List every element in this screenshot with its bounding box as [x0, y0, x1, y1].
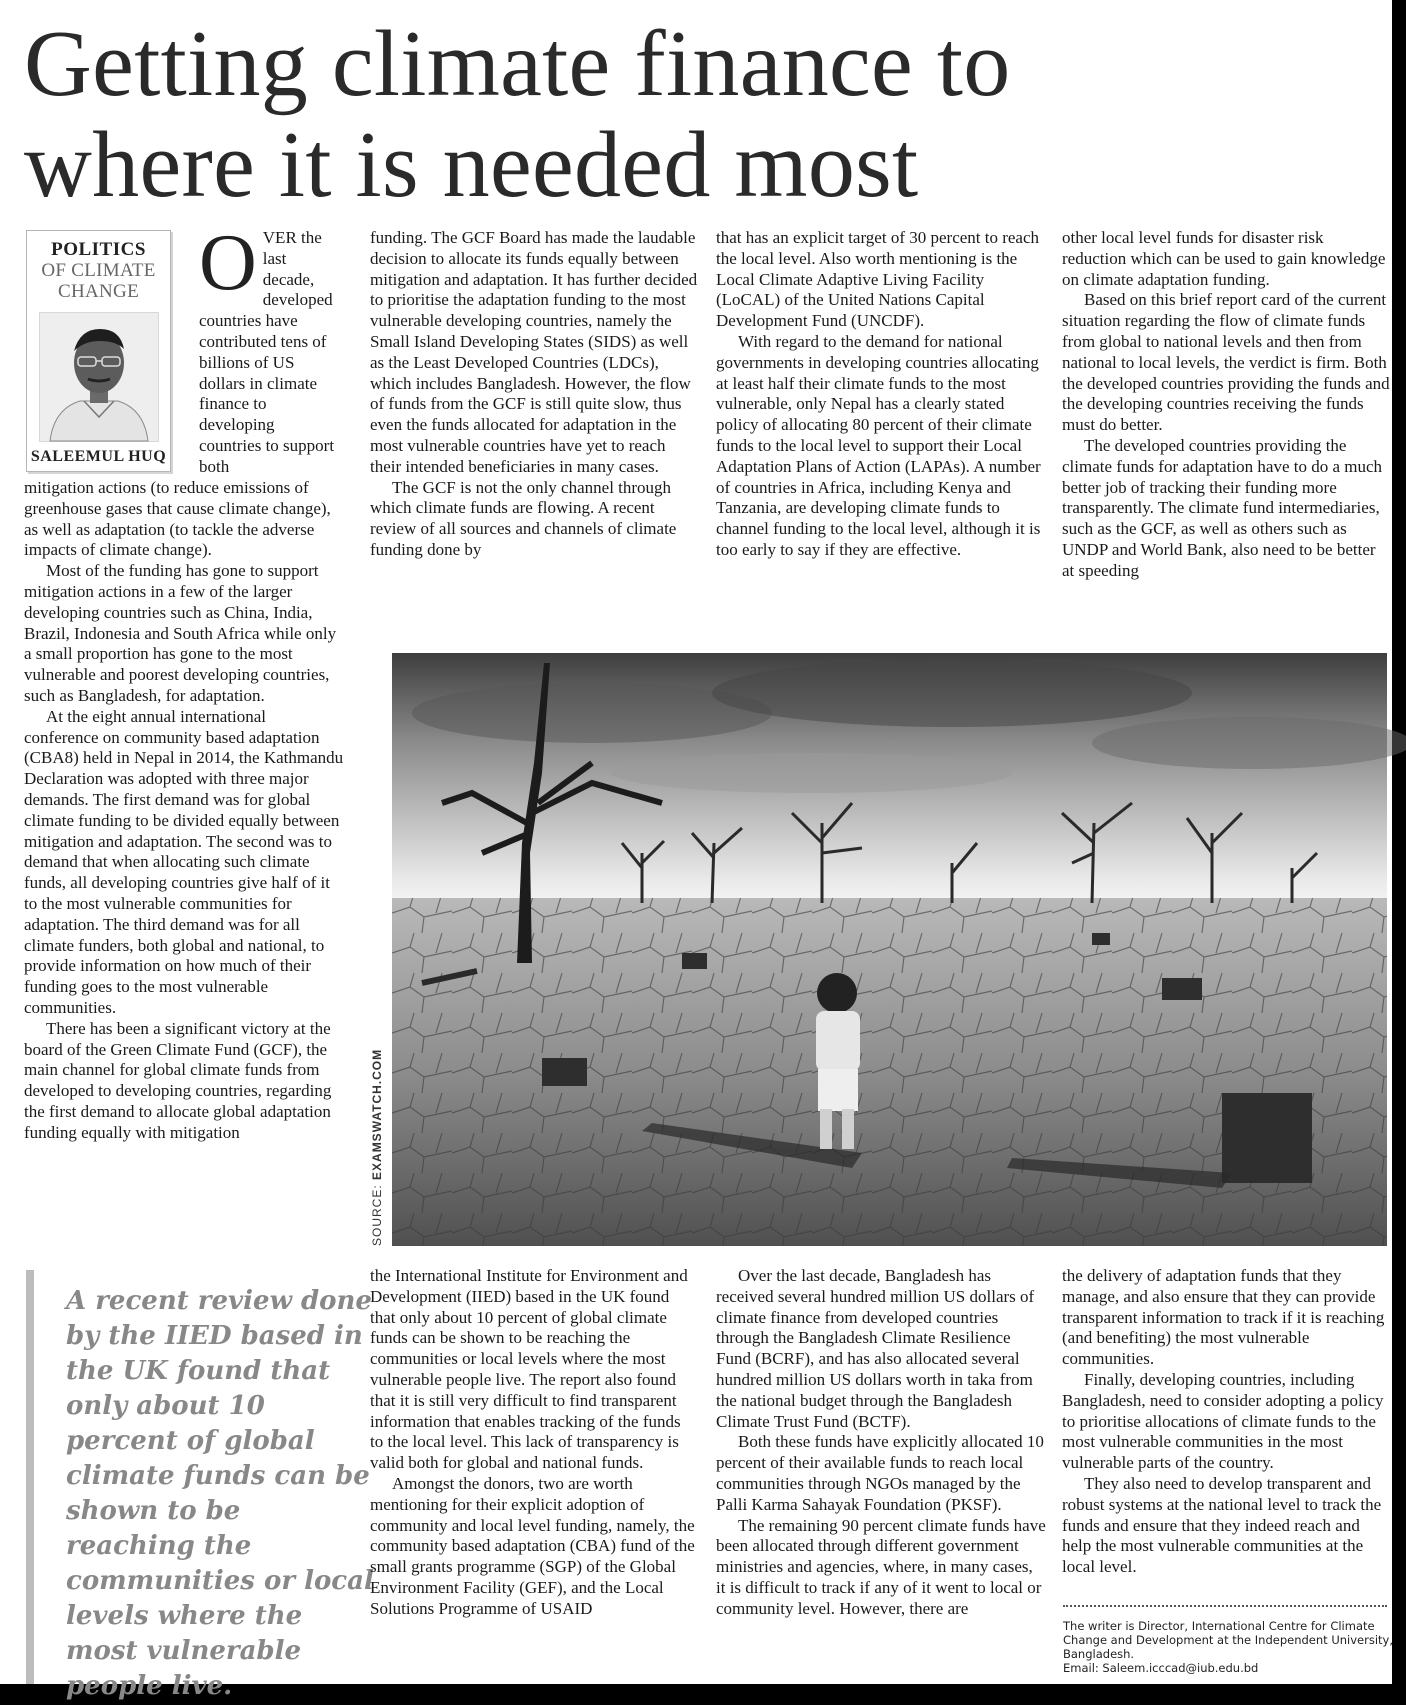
paragraph: The GCF is not the only channel through which climate funds are flowing. A recent review of all sources and channels of climate funding done by	[370, 477, 677, 559]
paragraph: funding. The GCF Board has made the laudable decision to allocate its funds equally between mitigation and adaptation. It has further decided to prioritise the adaptation funding to the most vulnerable developing countries, namely the Small Island Developing States (SIDS) as well as the Least Developed Countries (LDCs), which includes Bangladesh. However, the flow of funds from the GCF is still quite slow, thus even the funds allocated for adaptation in the most vulnerable countries have yet to reach their intended beneficiaries in many cases.	[370, 228, 698, 476]
paragraph: mitigation actions (to reduce emissions of greenhouse gases that cause climate change), as well as adaptation (to tackle the adverse impacts of climate change).	[24, 478, 331, 560]
author-photo	[39, 312, 159, 442]
author-name: SALEEMUL HUQ	[30, 448, 167, 465]
column-4-top	[1062, 228, 1390, 624]
column-2-bottom	[370, 1266, 698, 1684]
paragraph: They also need to develop transparent and robust systems at the national level to track the funds and ensure that they indeed reach and help the most vulnerable communities at the local level.	[1062, 1473, 1382, 1577]
photo-source-credit	[370, 1049, 384, 1246]
drought-photo	[392, 653, 1387, 1246]
author-note	[1063, 1619, 1393, 1675]
drought-landscape-icon	[392, 653, 1387, 1246]
column-label	[27, 239, 170, 302]
source-prefix: SOURCE:	[370, 1179, 384, 1246]
paragraph: The remaining 90 percent climate funds have been allocated through different government ministries and agencies, where, in many cases, it is difficult to track if any of it went to local or community level. However, there are	[716, 1515, 1046, 1618]
column-2-top	[370, 228, 698, 624]
headline-line-2: where it is needed most	[24, 113, 919, 217]
column-label-line-3: CHANGE	[58, 281, 139, 302]
byline-box	[26, 230, 171, 472]
headline-line-1: Getting climate finance to	[24, 12, 1011, 116]
paragraph: At the eight annual international conference on community based adaptation (CBA8) held in Nepal in 2014, the Kathmandu Declaration was adopted with three major demands. The first demand was for global climate funding to be divided equally between mitigation and adaptation. The second was to demand that when allocating such climate funds, all developing countries give half of it to the most vulnerable communities for adaptation. The third demand was for all climate funders, both global and national, to provide information on how much of their funding goes to the most vulnerable communities.	[24, 706, 344, 1017]
paragraph: Amongst the donors, two are worth mentioning for their explicit adoption of community and local level funding, namely, the community based adaptation (CBA) fund of the small grants programme (SGP) of the Global Environment Facility (GEF), and the Local Solutions Programme of USAID	[370, 1473, 695, 1618]
column-label-line-1: POLITICS	[51, 239, 146, 260]
paragraph: Both these funds have explicitly allocated 10 percent of their available funds to reach local communities through NGOs managed by the Palli Karma Sahayak Foundation (PKSF).	[716, 1432, 1044, 1514]
author-portrait-icon	[40, 313, 158, 441]
source-name: EXAMSWATCH.COM	[370, 1048, 384, 1180]
paragraph: Over the last decade, Bangladesh has received several hundred million US dollars of climate finance from developed countries through the Bangladesh Climate Resilience Fund (BCRF), and has also allocated several hundred million US dollars worth in taka from the national budget through the Bangladesh Climate Trust Fund (BCTF).	[716, 1266, 1035, 1431]
paragraph: Based on this brief report card of the current situation regarding the flow of climate funds from global to national levels and then from national to local levels, the verdict is firm. Both the developed countries providing the funds and the developing countries receiving the funds must do better.	[1062, 290, 1390, 435]
paragraph: Finally, developing countries, including Bangladesh, need to consider adopting a policy to prioritise allocations of climate funds to the most vulnerable communities in the most vulnerable parts of the country.	[1062, 1369, 1384, 1473]
column-label-line-2: OF CLIMATE	[41, 260, 156, 281]
headline	[24, 14, 1324, 216]
column-1	[24, 478, 344, 1248]
article-lead	[199, 219, 339, 478]
paragraph: the delivery of adaptation funds that they manage, and also ensure that they can provide transparent information to track if it is reaching (and benefiting) the most vulnerable communities.	[1062, 1266, 1385, 1369]
paragraph: that has an explicit target of 30 percent to reach the local level. Also worth mentioning is the Local Climate Adaptive Living Facility (LoCAL) of the United Nations Capital Development Fund (UNCDF).	[716, 228, 1040, 331]
column-3-bottom	[716, 1266, 1046, 1684]
author-note-email: Email: Saleem.icccad@iub.edu.bd	[1063, 1661, 1259, 1675]
paragraph: The developed countries providing the climate funds for adaptation have to do a much better job of tracking their funding more transparently. The climate fund intermediaries, such as the GCF, as well as others such as UNDP and World Bank, also need to be better at speeding	[1062, 435, 1383, 580]
paragraph: Most of the funding has gone to support mitigation actions in a few of the larger developing countries such as China, India, Brazil, Indonesia and South Africa while only a small proportion has gone to the most vulnerable and poorest developing countries, such as Bangladesh, for adaptation.	[24, 561, 337, 705]
column-3-top	[716, 228, 1046, 624]
column-4-bottom	[1062, 1266, 1390, 1602]
drop-cap: O	[199, 219, 257, 307]
paragraph: other local level funds for disaster risk reduction which can be used to gain knowledge on climate adaptation funding.	[1062, 228, 1386, 289]
paragraph: With regard to the demand for national governments in developing countries allocating at least half their climate funds to the most vulnerable, only Nepal has a clearly stated policy of allocating 80 percent of their climate funds to the local level to support their Local Adaptation Plans of Action (LAPAs). A number of countries in Africa, including Kenya and Tanzania, are developing climate funds to channel funding to the local level, although it is too early to say if they are effective.	[716, 331, 1041, 559]
pull-quote-text: A recent review done by the IIED based in the UK found that only about 10 percent of global climate funds can be shown to be reaching the communities or local levels where the most vulnerable people live.	[66, 1286, 374, 1701]
pull-quote	[26, 1270, 374, 1701]
paragraph: There has been a significant victory at the board of the Green Climate Fund (GCF), the main channel for global climate funds from developed to developing countries, regarding the first demand to allocate global adaptation funding equally with mitigation	[24, 1018, 332, 1142]
author-note-bio: The writer is Director, International Centre for Climate Change and Development at the Independent University, Bangladesh.	[1063, 1619, 1394, 1661]
lead-text: VER the last decade, developed countries have contributed tens of billions of US dollars in climate finance to developing countries to support both	[199, 228, 335, 476]
paragraph: the International Institute for Environment and Development (IIED) based in the UK found that only about 10 percent of global climate funds can be shown to be reaching the communities or local levels where the most vulnerable people live. The report also found that it is still very difficult to find transparent information that enables tracking of the funds to the local level. This lack of transparency is valid both for global and national funds.	[370, 1266, 688, 1473]
divider	[1063, 1605, 1387, 1607]
